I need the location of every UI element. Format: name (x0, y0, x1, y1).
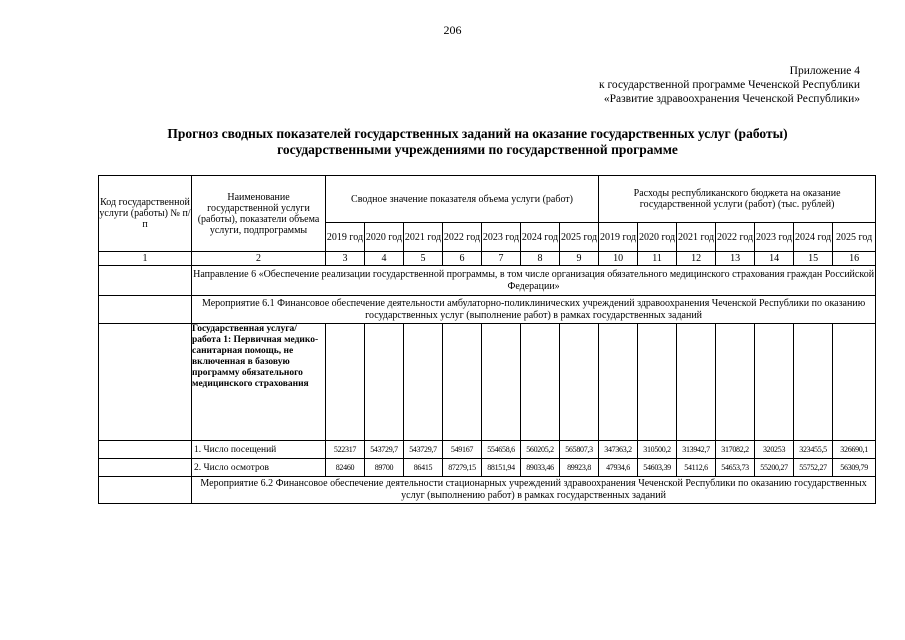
measure-6-1-row: Мероприятие 6.1 Финансовое обеспечение деятельности амбулаторно-поликлинических учреждений здравоохранения Чеченской Республики по оказанию государственных услуг (выполнение работ) в рамках государственных заданий (192, 296, 876, 324)
header-expenses: Расходы республиканского бюджета на оказание государственной услуги (работ) (тыс. рублей) (599, 176, 876, 223)
value-cell: 55200,27 (755, 459, 794, 477)
column-number: 11 (638, 252, 677, 266)
forecast-table (98, 175, 876, 504)
column-number: 13 (716, 252, 755, 266)
column-number: 10 (599, 252, 638, 266)
value-cell: 88151,94 (482, 459, 521, 477)
appendix-title: Приложение 4 (789, 65, 860, 77)
header-code: Код государственной услуги (работы) № п/п (99, 176, 192, 252)
empty-cell (560, 324, 599, 441)
year-header: 2019 год (326, 223, 365, 252)
title-line-2: государственными учреждениями по государственной программе (277, 142, 678, 157)
value-cell: 55752,27 (794, 459, 833, 477)
value-cell: 549167 (443, 441, 482, 459)
value-cell: 323455,5 (794, 441, 833, 459)
empty-cell (833, 324, 876, 441)
year-header: 2019 год (599, 223, 638, 252)
column-number: 4 (365, 252, 404, 266)
column-number: 15 (794, 252, 833, 266)
value-cell: 522317 (326, 441, 365, 459)
appendix-program: к государственной программе Чеченской Республики (599, 79, 860, 91)
column-number: 9 (560, 252, 599, 266)
year-header: 2020 год (638, 223, 677, 252)
year-header: 2024 год (521, 223, 560, 252)
value-cell: 565807,3 (560, 441, 599, 459)
column-number: 2 (192, 252, 326, 266)
value-cell: 54653,73 (716, 459, 755, 477)
value-cell: 89033,46 (521, 459, 560, 477)
value-cell: 543729,7 (404, 441, 443, 459)
year-header: 2025 год (833, 223, 876, 252)
column-number: 8 (521, 252, 560, 266)
column-number: 1 (99, 252, 192, 266)
column-number: 7 (482, 252, 521, 266)
table-row (99, 441, 876, 459)
value-cell: 310500,2 (638, 441, 677, 459)
year-header: 2021 год (404, 223, 443, 252)
value-cell: 554658,6 (482, 441, 521, 459)
value-cell: 82460 (326, 459, 365, 477)
column-number: 14 (755, 252, 794, 266)
value-cell: 313942,7 (677, 441, 716, 459)
value-cell: 320253 (755, 441, 794, 459)
year-header: 2020 год (365, 223, 404, 252)
empty-cell (482, 324, 521, 441)
year-header: 2023 год (755, 223, 794, 252)
year-header: 2021 год (677, 223, 716, 252)
appendix-program-name: «Развитие здравоохранения Чеченской Республики» (603, 93, 860, 105)
column-number: 5 (404, 252, 443, 266)
empty-cell (755, 324, 794, 441)
empty-code-cell (99, 324, 192, 441)
year-header: 2022 год (443, 223, 482, 252)
empty-code-cell (99, 459, 192, 477)
appendix-block (599, 64, 860, 106)
value-cell: 56309,79 (833, 459, 876, 477)
value-cell: 86415 (404, 459, 443, 477)
empty-cell (521, 324, 560, 441)
value-cell: 89923,8 (560, 459, 599, 477)
value-cell: 543729,7 (365, 441, 404, 459)
value-cell: 326690,1 (833, 441, 876, 459)
empty-cell (677, 324, 716, 441)
year-header: 2025 год (560, 223, 599, 252)
year-header: 2024 год (794, 223, 833, 252)
empty-code-cell (99, 266, 192, 296)
measure-6-2-row: Мероприятие 6.2 Финансовое обеспечение деятельности стационарных учреждений здравоохранения Чеченской Республики по оказанию государственных услуг (выполнению работ) в рамках государственных заданий (192, 477, 876, 504)
empty-cell (365, 324, 404, 441)
page-number: 206 (443, 23, 462, 37)
value-cell: 54112,6 (677, 459, 716, 477)
document-title (0, 126, 905, 158)
value-cell: 560205,2 (521, 441, 560, 459)
empty-code-cell (99, 296, 192, 324)
year-header: 2022 год (716, 223, 755, 252)
empty-cell (794, 324, 833, 441)
value-cell: 54603,39 (638, 459, 677, 477)
empty-cell (599, 324, 638, 441)
empty-code-cell (99, 477, 192, 504)
column-number: 3 (326, 252, 365, 266)
value-cell: 317082,2 (716, 441, 755, 459)
header-name: Наименование государственной услуги (работы), показатели объема услуги, подпрограммы (192, 176, 326, 252)
value-cell: 87279,15 (443, 459, 482, 477)
value-cell: 347363,2 (599, 441, 638, 459)
empty-code-cell (99, 441, 192, 459)
indicator-label: 1. Число посещений (192, 441, 326, 459)
empty-cell (638, 324, 677, 441)
direction-6-row: Направление 6 «Обеспечение реализации государственной программы, в том числе организация обязательного медицинского страхования граждан Российской Федерации» (192, 266, 876, 296)
header-volume: Сводное значение показателя объема услуги (работ) (326, 176, 599, 223)
empty-cell (716, 324, 755, 441)
column-number: 6 (443, 252, 482, 266)
empty-cell (326, 324, 365, 441)
value-cell: 89700 (365, 459, 404, 477)
column-number: 12 (677, 252, 716, 266)
column-number: 16 (833, 252, 876, 266)
title-line-1: Прогноз сводных показателей государственных заданий на оказание государственных услуг (работы) (167, 126, 788, 141)
empty-cell (443, 324, 482, 441)
year-header: 2023 год (482, 223, 521, 252)
indicator-label: 2. Число осмотров (192, 459, 326, 477)
empty-cell (404, 324, 443, 441)
service-name: Государственная услуга/работа 1: Первичная медико-санитарная помощь, не включенная в базовую программу обязательного медицинского страхования (192, 324, 326, 441)
table-row (99, 459, 876, 477)
value-cell: 47934,6 (599, 459, 638, 477)
